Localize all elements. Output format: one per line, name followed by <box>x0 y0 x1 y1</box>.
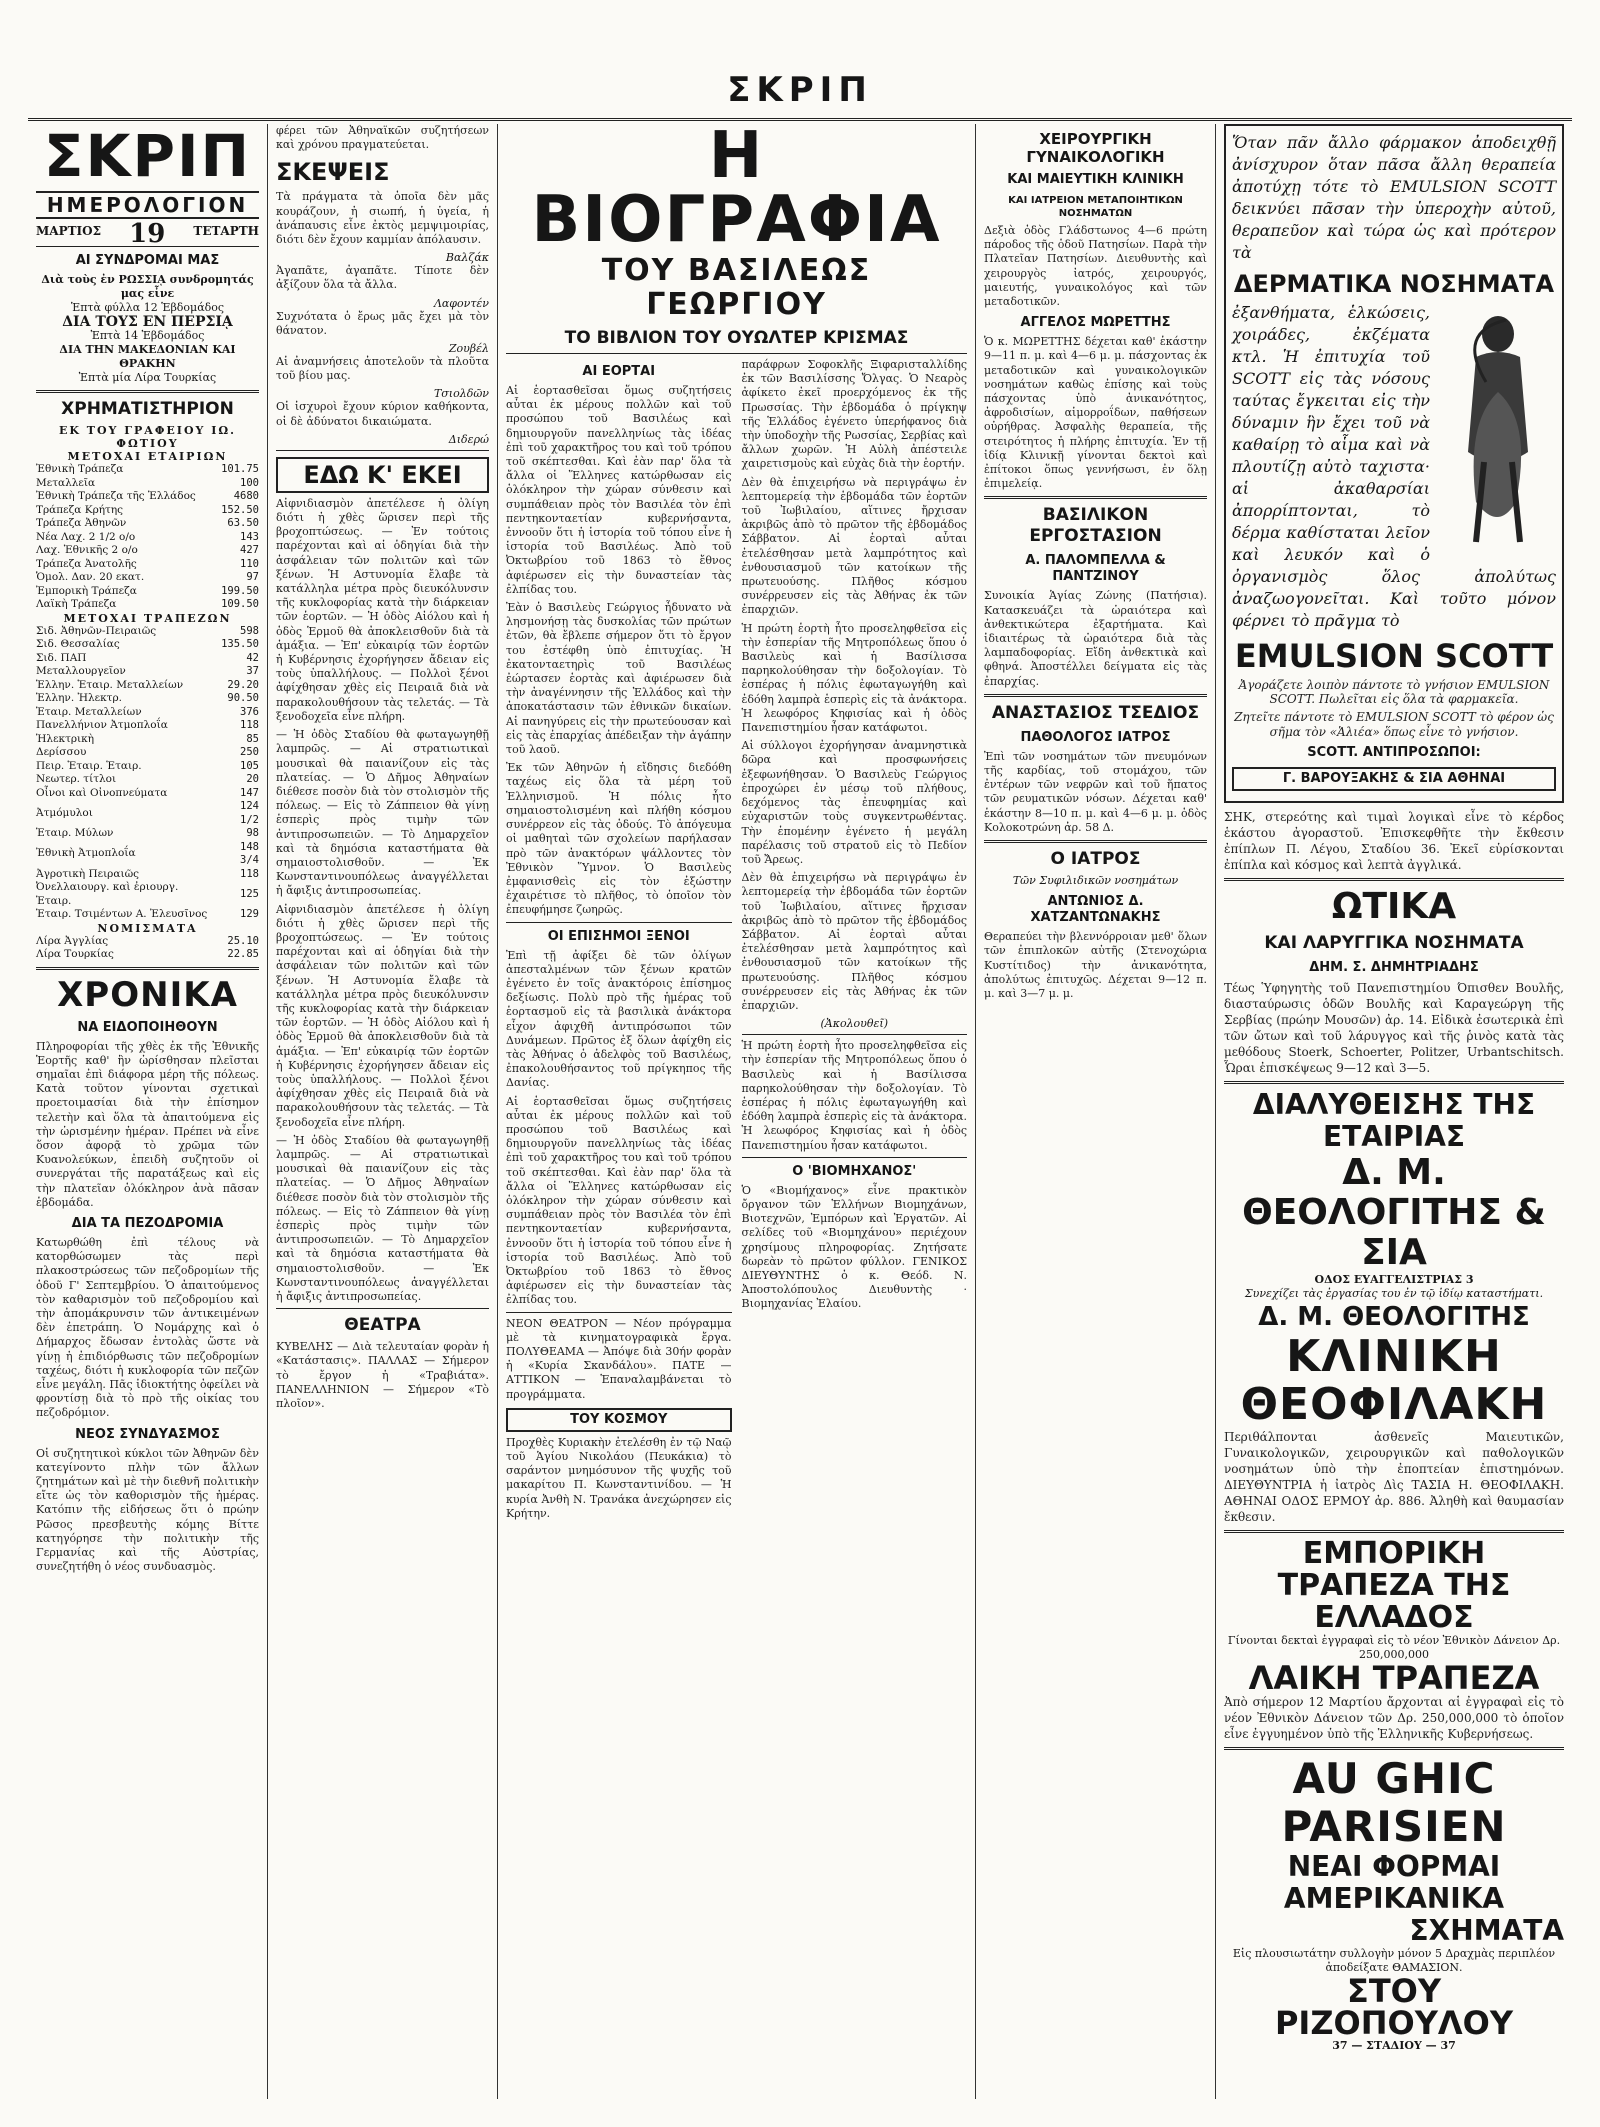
stock-row <box>36 490 259 504</box>
stock-value: 37 <box>246 665 259 677</box>
stock-name: Νέα Λαχ. 2 1/2 ο/ο <box>36 530 136 543</box>
ad1-text-2: Ὁ κ. ΜΩΡΕΤΤΗΣ δέχεται καθ' ἑκάστην 9—11 π. μ. καὶ 4—6 μ. μ. πάσχοντας ἐκ μεταδοτικῶν καὶ γυναικολογικῶν νοσημάτων καθὼς ἐπίσης καὶ τοὺς πάσχοντας ὑπὸ ἀνικανότητος, ἀφροδισίων, αἱμορροΐδων, παθήσεων οὐρήθρας. Ἀσφαλὴς θεραπεία, τῆς στειρότητος ἡ πλήρης ἐπιτυχία. Ἐν τῇ ἰδίᾳ Κλινικῇ γίνονται δεκτοὶ καὶ ἐπίτοκοι ὅπως γεννήσωσι, ἐν ὅλῃ ἐπιμελείᾳ. <box>984 335 1207 491</box>
subs-line: Ἑπτὰ 14 Ἑβδομάδος <box>90 329 205 342</box>
otika-text: Τέως Ὑφηγητὴς τοῦ Πανεπιστημίου Όπισθεν Βουλῆς, διασταύρωσις ὁδῶν Βουλῆς καὶ Καραγεώργη τῆς Σερβίας (πρώην Μουσῶν) ἀρ. 14. Εἰδικὰ ἐσωτερικὰ ἐπὶ τῶν ὤτων καὶ τοῦ λάρυγγος καὶ τῆς ῥινὸς κατὰ τὰς μεθόδους Stoerk, Schoerter, Politzer, Urbantschitsch. Ὧραι ἐπισκέψεως 9—12 καὶ 3—5. <box>1224 980 1564 1075</box>
stock-row <box>36 544 259 558</box>
ad4-sub: Τῶν Συφιλιδικῶν νοσημάτων <box>1012 874 1179 888</box>
column-3 <box>498 124 976 2099</box>
column-1 <box>28 124 268 2099</box>
stock-row <box>36 692 259 706</box>
stock-row <box>36 760 259 774</box>
stock-value: 376 <box>240 705 259 718</box>
eortai-heading: ΑΙ ΕΟΡΤΑΙ <box>582 364 656 379</box>
skepseis-sig-5: Διδερώ <box>448 432 489 446</box>
stock-value: 110 <box>240 557 259 570</box>
stock-name: Τράπεζα Κρήτης <box>36 503 124 516</box>
clinic-ad <box>1224 1330 1564 1525</box>
dialysis-ad <box>1224 1089 1564 1333</box>
xenoi-text-2: Αἱ ἑορτασθεῖσαι ὅμως συζητήσεις αὗται ἐκ μέρους πολλῶν καὶ τοῦ προσώπου τοῦ Βασιλέως καὶ δημιουργοῦν πανελληνίως τὰς ἰδέας ἐπὶ τοῦ χαρακτῆρος του καὶ τοῦ τρόπου τοῦ σκέπτεσθαι. Καὶ ἐὰν παρ' ὅλα τὰ ἄλλα οἱ Ἕλληνες κατώρθωσαν εἰς ὁλόκληρον τὴν χώραν σύνθεσιν καὶ συμπάθειαν πρὸς τὸν Βασιλέα τὸν ἐπὶ πεντηκονταετίαν κυβερνήσαντα, ἐννοοῦν ὅτι ἡ ἱστορία τοῦ τόπου εἶνε ἡ ἱστορία τοῦ Βασιλέως. Ἀπὸ τοῦ Ὀκτωβρίου τοῦ 1863 τὸ ἔθνος ἀφιέρωσεν εἰς τὴν δυναστείαν τὰς ἐλπίδας του. <box>506 1094 732 1307</box>
paper-title: ΣΚΡΙΠ <box>43 124 252 190</box>
subscriptions-heading: ΑΙ ΣΥΝΔΡΟΜΑΙ ΜΑΣ <box>75 253 220 268</box>
stock-value: 109.50 <box>221 598 259 610</box>
bank-ad <box>1224 1535 1564 1662</box>
feature-right-column <box>742 358 968 1525</box>
ad4-heading: Ο ΙΑΤΡΟΣ <box>1050 849 1141 870</box>
subs-line: Διὰ τοὺς ἐν ΡΩΣΣΙᾼ συνδρομητάς μας εἶνε <box>41 273 254 300</box>
column-5 <box>1216 124 1572 2099</box>
stock-row <box>36 719 259 733</box>
bank-heading: ΕΜΠΟΡΙΚΗ ΤΡΑΠΕΖΑ ΤΗΣ ΕΛΛΑΔΟΣ <box>1277 1535 1511 1635</box>
feature-body <box>506 358 967 1525</box>
dialysis-company-2: Δ. Μ. ΘΕΟΛΟΓΙΤΗΣ <box>1258 1301 1530 1332</box>
stock-row <box>36 558 259 572</box>
stock-source: ΕΚ ΤΟΥ ΓΡΑΦΕΙΟΥ ΙΩ. ΦΩΤΙΟΥ <box>59 424 236 450</box>
ad2-heading-2: Α. ΠΑΛΟΜΠΕΛΛΑ & ΠΑΝΤΖΙΝΟΥ <box>1025 553 1166 585</box>
stock-row <box>36 787 259 801</box>
edo-ekei-text-2: — Ἡ ὁδὸς Σταδίου θὰ φωταγωγηθῇ λαμπρῶς. — Αἱ στρατιωτικαὶ μουσικαὶ θὰ παιανίζουν εἰς τὰς πλατείας. — Ὁ Δῆμος Ἀθηναίων διέθεσε ποσὸν διὰ τὸν στολισμὸν τῆς πόλεως. — Εἰς τὸ Ζάππειον θὰ γίνῃ ἑσπερὶς πρὸς τιμὴν τῶν ἀντιπροσωπειῶν. — Τὸ Δημαρχεῖον καὶ τὰ δημόσια καταστήματα θὰ σημαιοστολισθοῦν. — Ἐκ Κωνσταντινουπόλεως ἀναγγέλλεται ἡ ἄφιξις ἀντιπροσωπείας. <box>276 728 489 898</box>
stock-name: Τράπεζα Ἀθηνῶν <box>36 517 127 529</box>
pezodromia-text: Κατωρθώθη ἐπὶ τέλους νὰ κατορθώσωμεν τὰς περὶ πλακοστρώσεως τῶν πεζοδρομίων τῆς ὁδοῦ Γ' Σεπτεμβρίου. Ὁ ἀπαιτούμενος τὸν καθαρισμὸν τοῦ πεζοδρομίου καὶ τὴν ἀπομάκρυνσιν τῶν ἀντικειμένων δὲν ἐπετράπη. Ὁ Νομάρχης καὶ ὁ Δήμαρχος ἔδωσαν ἐντολὰς ὥστε νὰ γίνῃ ἡ ἐπιδιόρθωσις τῶν πεζοδρομίων ταχέως, διότι ἡ κυκλοφορία τῶν πεζῶν εἶνε μεγάλη. Πᾶς ἰδιοκτήτης ὀφείλει νὰ φροντίσῃ διὰ τὸ πρὸ τῆς οἰκίας του πεζοδρόμιον. <box>36 1235 259 1420</box>
subs-line: ΔΙΑ ΤΟΥΣ ΕΝ ΠΕΡΣΙᾼ <box>62 314 233 330</box>
stock-name: Ἀγροτικὴ Πειραιῶς <box>36 867 140 880</box>
ghic-address: 37 — ΣΤΑΔΙΟΥ — 37 <box>1332 2038 1456 2052</box>
dialysis-address: ΟΔΟΣ ΕΥΑΓΓΕΛΙΣΤΡΙΑΣ 3 <box>1314 1272 1474 1286</box>
clinic-heading: ΚΛΙΝΙΚΗ ΘΕΟΦΙΛΑΚΗ <box>1240 1330 1548 1430</box>
stock-name: Ἑταιρ. Μεταλλείων <box>36 705 142 718</box>
stock-row <box>36 625 259 639</box>
stock-name: Λαχ. Ἐθνικῆς 2 ο/ο <box>36 544 138 556</box>
stock-name: Τράπεζα Ἀνατολῆς <box>36 557 137 570</box>
kosmou-heading: ΤΟΥ ΚΟΣΜΟΥ <box>506 1408 732 1432</box>
stock-row <box>36 585 259 599</box>
skepseis-text-4: Αἱ ἀναμνήσεις ἀποτελοῦν τὰ πλοῦτα τοῦ βίου μας. <box>276 355 489 383</box>
stock-value: 97 <box>246 571 259 583</box>
stock-name: Πειρ. Ἑταιρ. Ἑταιρ. <box>36 759 142 772</box>
stock-value: 42 <box>246 651 259 664</box>
date-month: ΜΑΡΤΙΟΣ <box>36 224 102 238</box>
dateline <box>36 219 259 249</box>
stock-name: Σιδ. Θεσσαλίας <box>36 638 120 650</box>
stock-value: 598 <box>240 624 259 637</box>
skepseis-sig-2: Λαφοντέν <box>433 296 489 310</box>
stock-name: Ἐθνικὴ Τράπεζα τῆς Ἑλλάδος <box>36 490 196 502</box>
edo-ekei-text: Αἰφνιδιασμὸν ἀπετέλεσε ἡ ὀλίγη διότι ἡ χθὲς ὥρισεν περὶ τῆς βροχοπτώσεως. — Ἐν τούτοις παρέχονται καὶ αἱ ὁδηγίαι διὰ τὴν ἀσφάλειαν τῶν πολιτῶν καὶ τῶν ξένων. Ἡ Αστυνομία ἔλαβε τὰ κατάλληλα μέτρα πρὸς διευκόλυνσιν τῆς κυκλοφορίας κατὰ τὴν διάρκειαν τῶν ἑορτῶν. — Ἡ ὁδὸς Αἰόλου καὶ ἡ ὁδὸς Ἑρμοῦ θὰ ἀποκλεισθοῦν διὰ τὰ ἁμάξια. — Ἐπ' εὐκαιρίᾳ τῶν ἑορτῶν ἡ Κυβέρνησις ἐχορήγησεν ἄδειαν εἰς τοὺς ὑπαλλήλους. — Πολλοὶ ξένοι ἀφίχθησαν χθὲς εἰς Πειραιᾶ διὰ νὰ παρακολουθήσουν τὰς τελετάς. — Τὰ ξενοδοχεῖα εἶνε πλήρη. <box>276 496 489 723</box>
dialysis-text: Συνεχίζει τὰς ἐργασίας του ἐν τῷ ἰδίῳ καταστήματι. <box>1244 1286 1544 1300</box>
stock-name: Ἑταιρ. Τσιμέντων Α. Ἐλευσῖνος <box>36 908 208 920</box>
feature-subtitle-2: ΤΟ ΒΙΒΛΙΟΝ ΤΟΥ ΟΥΩΛΤΕΡ ΚΡΙΣΜΑΣ <box>564 328 909 348</box>
chronika-subheading: ΝΑ ΕΙΔΟΠΟΙΗΘΟΥΝ <box>77 1019 218 1035</box>
stock-value: 98 <box>246 827 259 839</box>
ad2-text: Συνοικία Ἁγίας Ζώνης (Πατήσια). Κατασκευάζει τὰ ὡραιότερα καὶ ἀνθεκτικώτερα ἐξαρτήματα. Καὶ ἰδιαιτέρως τὰ ὡραιότερα διὰ τὰς λαμπαδοφορίας. Εἴδη ἀνθεκτικὰ καὶ φθηνά. Ἀποστέλλει δείγματα εἰς τὰς ἐπαρχίας. <box>984 589 1207 688</box>
ad3-name: ΑΝΑΣΤΑΣΙΟΣ ΤΣΕΔΙΟΣ <box>991 702 1200 723</box>
otika-doctor: ΔΗΜ. Σ. ΔΗΜΗΤΡΙΑΔΗΣ <box>1309 959 1479 975</box>
stock-name: Ἐμπορικὴ Τράπεζα <box>36 584 137 597</box>
stock-name: Οἶνοι καὶ Οἰνοπνεύματα <box>36 786 168 799</box>
theatra-heading: ΘΕΑΤΡΑ <box>344 1315 421 1336</box>
stock-value: 135.50 <box>221 638 259 650</box>
stock-name: Ἐθνικὴ Ἀτμοπλοΐα <box>36 847 136 860</box>
emulsion-heading: ΔΕΡΜΑΤΙΚΑ ΝΟΣΗΜΑΤΑ <box>1233 270 1555 298</box>
stock-section-2: ΜΕΤΟΧΑΙ ΤΡΑΠΕΖΩΝ <box>63 611 232 625</box>
stock-name: Ἡλεκτρικὴ <box>36 732 95 745</box>
clinic-text: Περιθάλπονται ἀσθενεῖς Μαιευτικῶν, Γυναικολογικῶν, χειρουργικῶν καὶ παθολογικῶν νοσημάτων ὑπὸ τὴν ἐποπτείαν ἐπιστημόνων. ΔΙΕΥΘΥΝΤΡΙΑ ἡ ἰατρὸς Δὶς ΤΑΣΙΑ Η. ΘΕΟΦΙΛΑΚΗ. ΑΘΗΝΑΙ ΟΔΟΣ ΕΡΜΟΥ ἀρ. 886. Ἀληθὴ καὶ θαυμασίαν ἔκθεσιν. <box>1224 1429 1564 1524</box>
stock-value: 129 <box>240 908 259 920</box>
bank-text: Γίνονται δεκταὶ ἐγγραφαὶ εἰς τὸ νέον Ἐθνικὸν Δάνειον Δρ. 250,000,000 <box>1227 1633 1561 1661</box>
date-weekday: ΤΕΤΑΡΤΗ <box>193 224 259 238</box>
skepseis-text-3: Συχνότατα ὁ ἔρως μᾶς ἔχει μὰ τὸν θάνατον. <box>276 309 489 337</box>
skepseis-sig-3: Ζουβέλ <box>448 342 489 356</box>
stock-row <box>36 598 259 612</box>
edo-ekei-text-4: — Ἡ ὁδὸς Σταδίου θὰ φωταγωγηθῇ λαμπρῶς. — Αἱ στρατιωτικαὶ μουσικαὶ θὰ παιανίζουν εἰς τὰς πλατείας. — Ὁ Δῆμος Ἀθηναίων διέθεσε ποσὸν διὰ τὸν στολισμὸν τῆς πόλεως. — Εἰς τὸ Ζάππειον θὰ γίνῃ ἑσπερὶς πρὸς τιμὴν τῶν ἀντιπροσωπειῶν. — Τὸ Δημαρχεῖον καὶ τὰ δημόσια καταστήματα θὰ σημαιοστολισθοῦν. — Ἐκ Κωνσταντινουπόλεως ἀναγγέλλεται ἡ ἄφιξις ἀντιπροσωπείας. <box>276 1133 489 1304</box>
xenoi-text: Ἐπὶ τῇ ἀφίξει δὲ τῶν ὀλίγων ἀπεσταλμένων τῶν ξένων κρατῶν ἐγένετο ἐν τοῖς ἀνακτόροις ἐπίσημος δεξίωσις. Πολὺ πρὸ τῆς ἡμέρας τοῦ ἑορτασμοῦ εἰς τὰ βασιλικὰ ἀνάκτορα εἶχον ἀφιχθῆ ἀντιπρόσωποι τῶν Δυνάμεων. Πρῶτος ἐξ ὅλων ἀφίχθη εἰς τὰς Ἀθήνας ὁ ἀδελφὸς τοῦ Βασιλέως, ἐπακολουθήσαντος τοῦ πρίγκηπος τῆς Δανίας. <box>506 948 732 1090</box>
ad1-heading: ΧΕΙΡΟΥΡΓΙΚΗ ΓΥΝΑΙΚΟΛΟΓΙΚΗ <box>1026 130 1165 166</box>
stock-value: 100 <box>240 476 259 489</box>
stock-value: 4680 <box>233 490 259 502</box>
subs-line: ΔΙΑ ΤΗΝ ΜΑΚΕΔΟΝΙΑΝ ΚΑΙ ΘΡΑΚΗΝ <box>59 343 236 370</box>
dialysis-heading: ΔΙΑΛΥΘΕΙΣΗΣ ΤΗΣ ΕΤΑΙΡΙΑΣ <box>1252 1087 1536 1153</box>
eortai-text-3: Ἐκ τῶν Ἀθηνῶν ἡ εἴδησις διεδόθη ταχέως εἰς ὅλα τὰ μέρη τοῦ Ἑλληνισμοῦ. Ἡ πόλις ἦτο σημαιοστολισμένη καὶ πλήθη κόσμου συνέρρεον εἰς τὰς ὁδούς. Τὸ ἀπόγευμα οἱ μαθηταὶ τῶν σχολείων παρήλασαν πρὸ τῶν ἀνακτόρων ψάλλοντες τὸν Ἐθνικὸν Ὕμνον. Ὁ Βασιλεὺς ἐμφανισθεὶς εἰς τὸν ἐξώστην ἐχαιρέτισε τὸ πλῆθος, τὸ ὁποῖον τὸν ἐπευφήμησε ζωηρῶς. <box>506 761 732 917</box>
emulsion-note: Ἀγοράζετε λοιπὸν πάντοτε τὸ γνήσιον EMULSION SCOTT. Πωλεῖται εἰς ὅλα τὰ φαρμακεῖα. <box>1238 678 1550 707</box>
biomichanos-heading: Ο 'ΒΙΟΜΗΧΑΝΟΣ' <box>792 1163 917 1179</box>
masthead-title: ΣΚΡΙΠ <box>727 70 873 110</box>
stock-row <box>36 935 259 949</box>
ad3-text: Ἐπὶ τῶν νοσημάτων τῶν πνευμόνων τῆς καρδίας, τοῦ στομάχου, τῶν ἐντέρων τῶν νεφρῶν καὶ τοῦ ἥπατος τῶν ρευματικῶν νόσων. Δέχεται καθ' ἑκάστην 8—10 π. μ. καὶ 4—6 μ. μ. ὁδὸς Κολοκοτρώνη ἀρ. 58 Δ. <box>984 749 1207 834</box>
chronika-heading: ΧΡΟΝΙΚΑ <box>57 974 238 1015</box>
ad1-heading-2: ΚΑΙ ΜΑΙΕΥΤΙΚΗ ΚΛΙΝΙΚΗ <box>1007 172 1184 187</box>
stock-row <box>36 517 259 531</box>
column-2 <box>268 124 498 2099</box>
stock-name: Λίρα Τουρκίας <box>36 948 114 960</box>
continued-note: (Ἀκολουθεῖ) <box>820 1017 888 1031</box>
subscriptions-block <box>36 273 259 385</box>
stock-name: Πανελλήνιον Ἀτμοπλοΐα <box>36 719 168 731</box>
stock-name: Δερίσσου <box>36 746 87 758</box>
stock-row <box>36 638 259 652</box>
columns <box>28 124 1572 2099</box>
stock-value: 118 <box>240 867 259 880</box>
stock-value: 22.85 <box>227 948 259 960</box>
stock-value: 118 <box>240 719 259 731</box>
eortai-text-1: Αἱ ἑορτασθεῖσαι ὅμως συζητήσεις αὗται ἐκ μέρους πολλῶν καὶ τοῦ προσώπου τοῦ Βασιλέως καὶ δημιουργοῦν πανελληνίως τὰς ἰδέας ἐπὶ τοῦ χαρακτῆρος του καὶ τοῦ τρόπου τοῦ σκέπτεσθαι. Καὶ ἐὰν παρ' ὅλα τὰ ἄλλα οἱ Ἕλληνες κατώρθωσαν εἰς ὁλόκληρον τὴν χώραν σύνθεσιν καὶ συμπάθειαν πρὸς τὸν Βασιλέα τὸν ἐπὶ πεντηκονταετίαν κυβερνήσαντα, ἐννοοῦν ὅτι ἡ ἱστορία τοῦ τόπου εἶνε ἡ ἱστορία τοῦ Βασιλέως. Ἀπὸ τοῦ Ὀκτωβρίου τοῦ 1863 τὸ ἔθνος ἀφιέρωσεν εἰς τὴν δυναστείαν τὰς ἐλπίδας του. <box>506 384 732 596</box>
stock-name: Ἐθνικὴ Τράπεζα <box>36 463 124 475</box>
stock-row <box>36 800 259 827</box>
stock-value: 147 <box>240 786 259 799</box>
feature-right-text-4: Αἱ σύλλογοι ἐχορήγησαν ἀναμνηστικὰ δῶρα καὶ προσφωνήσεις ἐξεφωνήθησαν. Ὁ Βασιλεὺς Γεώργιος ἐπροχώρει ἐν μέσῳ τοῦ πλήθους, δεχόμενος τὰς ἐπευφημίας καὶ εὐχαριστῶν τοὺς συγκεντρωθέντας. Τὴν ἑπομένην ἐγένετο ἡ μεγάλη παρέλασις τοῦ στρατοῦ εἰς τὸ Πεδίον τοῦ Ἄρεως. <box>741 739 967 866</box>
skepseis-text-5: Οἱ ἰσχυροὶ ἔχουν κύριον καθήκοντα, οἱ δὲ ἀδύνατοι δικαιώματα. <box>276 400 489 428</box>
xenoi-heading: ΟΙ ΕΠΙΣΗΜΟΙ ΞΕΝΟΙ <box>547 928 690 944</box>
emulsion-reps-name: Γ. ΒΑΡΟΥΞΑΚΗΣ & ΣΙΑ ΑΘΗΝΑΙ <box>1232 767 1556 791</box>
fisherman-icon <box>1436 302 1556 552</box>
stock-table-1 <box>36 463 259 612</box>
stock-row <box>36 679 259 693</box>
stock-value: 427 <box>240 544 259 556</box>
ad4-name: ΑΝΤΩΝΙΟΣ Δ. ΧΑΤΖΑΝΤΩΝΑΚΗΣ <box>1030 894 1161 926</box>
ad1-name: ΑΓΓΕΛΟΣ ΜΩΡΕΤΤΗΣ <box>1020 315 1171 331</box>
otika-heading: ΩΤΙΚΑ <box>1331 885 1457 927</box>
laiki-heading: ΛΑΙΚΗ ΤΡΑΠΕΖΑ <box>1248 1658 1540 1697</box>
stock-row <box>36 477 259 491</box>
stock-value: 148 3/4 <box>240 840 259 866</box>
feature-subtitle: ΤΟΥ ΒΑΣΙΛΕΩΣ ΓΕΩΡΓΙΟΥ <box>601 253 872 322</box>
stock-section-3: ΝΟΜΙΣΜΑΤΑ <box>97 921 198 935</box>
stock-name: Ἑλλην. Ἑταιρ. Μεταλλείων <box>36 678 184 691</box>
stock-row <box>36 908 259 922</box>
eortai-text-2: Ἐὰν ὁ Βασιλεὺς Γεώργιος ἦδυνατο νὰ λησμονήσῃ τὰς δυσκολίας τῶν πρώτων ἐτῶν, θὰ ἔβλεπε σήμερον ὅτι τὸ ἔργον του ἐστέφθη ὑπὸ ἐπιτυχίας. Ἡ ἐκατονταετηρὶς τοῦ Βασιλέως ἐώρτασεν ἑορτὰς καὶ ἀφιέρωσεν διὰ τὴν ἀναγέννησιν τῆς Ἑλλάδος καὶ τὴν ἀποκατάστασιν τῶν ἐθνικῶν δικαίων. Αἱ πανηγύρεις εἰς τὴν πρωτεύουσαν καὶ εἰς τὰς ἐπαρχίας ἀπέδειξαν τὴν ἀγάπην τοῦ λαοῦ. <box>506 601 732 757</box>
skepseis-text-1: Τὰ πράγματα τὰ ὁποῖα δὲν μᾶς κουράζουν, ἡ σιωπή, ἡ ὑγεία, ἡ ἀνάπαυσις εἶνε ἐκτὸς μεμψιμοιρίας, διότι δὲν ἔχουν καμμίαν ἀπόλαυσιν. <box>276 190 489 247</box>
skepseis-text-2: Ἀγαπᾶτε, ἀγαπᾶτε. Τίποτε δὲν ἀξίζουν ὅλα τὰ ἄλλα. <box>276 264 489 292</box>
feature-right-text-3: Ἡ πρώτη ἑορτὴ ἦτο προσεληφθεῖσα εἰς τὴν ἑσπερίαν τῆς Μητροπόλεως ὅπου ὁ Βασιλεὺς καὶ ἡ Βασίλισσα παρηκολούθησαν τὴν δοξολογίαν. Τὸ ἑσπέρας ἡ πόλις ἐφωταγωγήθη καὶ ἐδόθη λαμπρὰ ἑσπερὶς εἰς τὰ ἀνάκτορα. Ἡ λεωφόρος Κηφισίας καὶ ἡ ὁδὸς Πανεπιστημίου ἦσαν κατάφωτοι. <box>741 621 967 735</box>
ad2-heading: ΒΑΣΙΛΙΚΟΝ ΕΡΓΟΣΤΑΣΙΟΝ <box>1029 505 1162 547</box>
stock-row <box>36 706 259 720</box>
stock-table-2 <box>36 625 259 922</box>
stock-name: Λαϊκὴ Τράπεζα <box>36 598 117 610</box>
ad1-heading-3: ΚΑΙ ΙΑΤΡΕΙΟΝ ΜΕΤΑΠΟΙΗΤΙΚΩΝ ΝΟΣΗΜΑΤΩΝ <box>1008 195 1183 219</box>
feature-left-column <box>506 358 732 1525</box>
ghic-line-2: ΝΕΑΙ ΦΟΡΜΑΙ <box>1287 1849 1501 1883</box>
stock-row <box>36 948 259 962</box>
stock-name: Σιδ. Ἀθηνῶν-Πειραιῶς <box>36 624 157 637</box>
stock-row <box>36 868 259 882</box>
stock-value: 85 <box>246 732 259 745</box>
stock-row <box>36 531 259 545</box>
pezodromia-heading: ΔΙΑ ΤΑ ΠΕΖΟΔΡΟΜΙΑ <box>71 1215 224 1231</box>
kosmou-text: Προχθὲς Κυριακὴν ἐτελέσθη ἐν τῷ Ναῷ τοῦ Ἁγίου Νικολάου (Πευκάκια) τὸ σαράντον μνημόσυνον τῆς ψυχῆς τοῦ μακαρίτου Π. Κωνσταντινίδου. — Ἡ κυρία Ἀνθὴ Ν. Τρανάκα ἀνεχώρησεν εἰς Κρήτην. <box>506 1435 732 1520</box>
stock-value: 90.50 <box>227 692 259 704</box>
stock-name: Μεταλλουργεῖον <box>36 665 126 677</box>
stock-value: 101.75 <box>221 463 259 475</box>
stock-heading: ΧΡΗΜΑΤΙΣΤΗΡΙΟΝ <box>61 399 234 419</box>
feature-title: Η ΒΙΟΓΡΑΦΙΑ <box>531 124 942 257</box>
skepseis-heading: ΣΚΕΨΕΙΣ <box>276 158 390 187</box>
ad3-title: ΠΑΘΟΛΟΓΟΣ ΙΑΤΡΟΣ <box>1020 729 1171 745</box>
stock-value: 143 <box>240 530 259 543</box>
stock-name: Ὁμολ. Δαν. 20 εκατ. <box>36 571 145 583</box>
skepseis-sig-1: Βαλζάκ <box>445 251 489 265</box>
emulsion-note-2: Ζητεῖτε πάντοτε τὸ EMULSION SCOTT τὸ φέρον ὡς σῆμα τὸν «Ἁλιέα» ὅπως εἶνε τὸ γνήσιον. <box>1234 710 1554 739</box>
ghic-ad <box>1224 1755 1564 2053</box>
feature-right-text-5: Δὲν θὰ ἐπιχειρήσω νὰ περιγράψω ἐν λεπτομερείᾳ τὴν ἑβδομάδα τῶν ἑορτῶν τοῦ Ἰωβιλαίου, αἵτινες ἤρχισαν ἀκριβῶς ἀπὸ τὸ πρῶτον τῆς ἑβδομάδος Σάββατον. Αἱ ἑορταὶ αὗται ἐτελέσθησαν μετὰ λαμπρότητος καὶ ἐνθουσιασμοῦ τῶν κατοίκων τῆς πρωτευούσης. Πλῆθος κόσμου συνέρρευσεν εἰς τὰς Ἀθήνας ἐκ τῶν ἐπαρχιῶν. <box>741 871 967 1012</box>
stock-section-1: ΜΕΤΟΧΑΙ ΕΤΑΙΡΙΩΝ <box>67 450 228 463</box>
edo-ekei-text-3: Αἰφνιδιασμὸν ἀπετέλεσε ἡ ὀλίγη διότι ἡ χθὲς ὥρισεν περὶ τῆς βροχοπτώσεως. — Ἐν τούτοις παρέχονται καὶ αἱ ὁδηγίαι διὰ τὴν ἀσφάλειαν τῶν πολιτῶν καὶ τῶν ξένων. Ἡ Αστυνομία ἔλαβε τὰ κατάλληλα μέτρα πρὸς διευκόλυνσιν τῆς κυκλοφορίας κατὰ τὴν διάρκειαν τῶν ἑορτῶν. — Ἡ ὁδὸς Αἰόλου καὶ ἡ ὁδὸς Ἑρμοῦ θὰ ἀποκλεισθοῦν διὰ τὰ ἁμάξια. — Ἐπ' εὐκαιρίᾳ τῶν ἑορτῶν ἡ Κυβέρνησις ἐχορήγησεν ἄδειαν εἰς τοὺς ὑπαλλήλους. — Πολλοὶ ξένοι ἀφίχθησαν χθὲς εἰς Πειραιᾶ διὰ νὰ παρακολουθήσουν τὰς τελετάς. — Τὰ ξενοδοχεῖα εἶνε πλήρη. <box>276 902 489 1129</box>
stock-row <box>36 827 259 841</box>
stock-value: 20 <box>246 773 259 785</box>
neos-heading: ΝΕΟΣ ΣΥΝΔΥΑΣΜΟΣ <box>75 1426 220 1442</box>
biomichanos-text: Ὁ «Βιομήχανος» εἶνε πρακτικὸν ὄργανον τῶν Ἑλλήνων Βιομηχάνων, Βιοτεχνῶν, Ἐμπόρων καὶ Ἐργατῶν. Αἱ σελίδες τοῦ «Βιομηχάνου» περιέχουν χρησίμους πληροφορίας. Ζητήσατε δωρεὰν τὸ πρῶτον φύλλον. ΓΕΝΙΚΟΣ ΔΙΕΥΘΥΝΤΗΣ ὁ κ. Θεόδ. Ν. Ἀποστολόπουλος Διευθυντὴς · Βιομηχανίας Ἐλαίου. <box>741 1183 967 1311</box>
stock-table-3 <box>36 935 259 962</box>
otika-heading-2: ΚΑΙ ΛΑΡΥΓΓΙΚΑ ΝΟΣΗΜΑΤΑ <box>1264 932 1524 953</box>
stock-name: Ἑλλην. Ἠλεκτρ. <box>36 692 122 704</box>
subs-line: Ἑπτὰ μία Λίρα Τουρκίας <box>78 371 217 384</box>
chronika-text: Πληροφορίαι τῆς χθὲς ἐκ τῆς Ἐθνικῆς Ἑορτῆς καθ' ἣν ὡρίσθησαν πλεῖσται σημαῖαι ἐπὶ διάφορα μέρη τῆς πόλεως. Κατὰ τοῦτον γίνονται σχετικαὶ προετοιμασίαι διὰ τὴν ἐπίσημον τελετὴν καὶ ὅλα τὰ ἀπαιτούμενα εἰς τὴν ὡρισμένην ἡμέραν. Πρέπει νὰ εἶνε ὅσον ἀφορᾷ τὸ χρῶμα τῶν Κυανολεύκων, ἐπειδὴ συζητοῦν οἱ συνεργάται τῆς παρατάξεως καὶ εἰς τὴν πλατεῖαν ὁλόκληρον ἀνὰ πᾶσαν ἑβδομάδα. <box>36 1039 259 1209</box>
stock-row <box>36 773 259 787</box>
stock-row <box>36 504 259 518</box>
subs-line: Ἑπτὰ φύλλα 12 Ἑβδομάδος <box>70 301 225 314</box>
stock-row <box>36 571 259 585</box>
emulsion-text-1: Ὅταν πᾶν ἄλλο φάρμακον ἀποδειχθῇ ἀνίσχυρον ὅταν πᾶσα ἄλλη θεραπεία ἀποτύχῃ τότε τὸ EMULSION SCOTT δεικνύει πᾶσαν τὴν ὑπεροχὴν αὐτοῦ, θεραπεῦον καὶ τώρα ὡς καὶ πρότερον τὰ <box>1232 133 1556 262</box>
emulsion-text-2: ἐξανθήματα, ἑλκώσεις, χοιράδες, ἐκζέματα κτλ. Ἡ ἐπιτυχία τοῦ SCOTT εἰς τὰς νόσους ταύτας ἔγκειται εἰς τὴν δύναμιν ἣν ἔχει τοῦ νὰ καθαίρῃ τὸ αἷμα καὶ νὰ πλουτίζῃ αὐτὸ ταχιστα· αἱ ἀκαθαρσίαι ἀπορρίπτονται, τὸ δέρμα καθίσταται λεῖον καὶ λευκόν καὶ ὁ ὀργανισμὸς ὅλος ἀπολύτως ἀναζωογονεῖται. Καὶ τοῦτο μόνον φέρνει τὸ πρᾶγμα τὸ <box>1232 303 1556 630</box>
column-4 <box>976 124 1216 2099</box>
stock-value: 250 <box>240 746 259 758</box>
stock-value: 199.50 <box>221 584 259 597</box>
paper-subtitle: ΗΜΕΡΟΛΟΓΙΟΝ <box>36 191 259 219</box>
neos-text: Οἱ συζητητικοὶ κύκλοι τῶν Ἀθηνῶν δὲν κατεγίνοντο πλὴν τῶν ἄλλων ζητημάτων καὶ μὲ τὴν διεθνῆ πολιτικὴν εἴτε ὡς τὸν καθορισμὸν τῆς ἡμέρας. Κατόπιν τῆς εἰδήσεως ὅτι ὁ πρώην Ρῶσος πρεσβευτὴς κόμης Βίττε κατηγόρησε τὴν πολιτικὴν τῆς Γερμανίας καὶ τῆς Αὐστρίας, συνεζητήθη ὁ νέος συνδυασμὸς. <box>36 1446 259 1574</box>
theatre-notes: ΝΕΟΝ ΘΕΑΤΡΟΝ — Νέον πρόγραμμα μὲ τὰ κινηματογραφικὰ ἔργα. ΠΟΛΥΘΕΑΜΑ — Ἀπόψε διὰ 30ήν φορὰν ἡ «Κυρία Σκανδάλου». ΠΑΤΕ — ΑΤΤΙΚΟΝ — Ἑπαναλαμβάνεται τὸ προγράμματα. <box>506 1316 732 1401</box>
ad1-text: Δεξιὰ ὁδὸς Γλάδστωνος 4—6 πρώτη πάροδος τῆς ὁδοῦ Πατησίων. Παρὰ τὴν Πλατεῖαν Πατησίων. Διευθυντὴς καὶ χειρουργὸς ἰατρός, χειρουργός, μαιευτής, γυναικολόγος καὶ τῶν μεταδοτικῶν. <box>984 224 1207 309</box>
emulsion-ad <box>1224 124 1564 803</box>
stock-name: Σιδ. ΠΑΠ <box>36 651 87 664</box>
skepseis-sig-4: Τσιολδῶν <box>433 387 489 401</box>
ghic-line-4: ΣΧΗΜΑΤΑ <box>1409 1913 1564 1947</box>
ghic-title: AU GHIC PARISIEN <box>1281 1753 1507 1851</box>
stock-row <box>36 733 259 747</box>
stock-row <box>36 881 259 908</box>
stock-value: 25.10 <box>227 934 259 947</box>
theatra-text: ΚΥΒΕΛΗΣ — Διὰ τελευταίαν φορὰν ἡ «Κατάστασις». ΠΑΛΛΑΣ — Σήμερον τὸ ἔργον ἡ «Τραβιάτα». ΠΑΝΕΛΛΗΝΙΟΝ — Σήμερον «Τὸ πλοῖον». <box>276 1340 489 1411</box>
stock-value: 152.50 <box>221 503 259 516</box>
ghic-line-3: ΑΜΕΡΙΚΑΝΙΚΑ <box>1283 1881 1505 1915</box>
stock-name: Μεταλλεῖα <box>36 476 96 489</box>
feature-right-text-2: Δὲν θὰ ἐπιχειρήσω νὰ περιγράψω ἐν λεπτομερείᾳ τὴν ἑβδομάδα τῶν ἑορτῶν τοῦ Ἰωβιλαίου, αἵτινες ἤρχισαν ἀκριβῶς ἀπὸ τὸ πρῶτον τῆς ἑβδομάδος Σάββατον. Αἱ ἑορταὶ αὗται ἐτελέσθησαν μετὰ λαμπρότητος καὶ ἐνθουσιασμοῦ τῶν κατοίκων τῆς πρωτευούσης. Πλῆθος κόσμου συνέρρευσεν εἰς τὰς Ἀθήνας ἐκ τῶν ἐπαρχιῶν. <box>741 475 967 617</box>
stock-name: Ἑταιρ. Μύλων <box>36 827 114 839</box>
stock-row <box>36 463 259 477</box>
stock-value: 29.20 <box>227 678 259 691</box>
stock-value: 63.50 <box>227 517 259 529</box>
masthead <box>28 70 1572 121</box>
edo-ekei-heading: ΕΔΩ Κ' ΕΚΕΙ <box>276 457 489 493</box>
laiki-ad <box>1224 1658 1564 1742</box>
stock-value: 105 <box>240 759 259 772</box>
ghic-text: Εἰς πλουσιωτάτην συλλογὴν μόνον 5 Δραχμὰς περιπλέον ἀποδείξατε ΘΑΜΑΣΙΟΝ. <box>1232 1946 1556 1974</box>
col2-top-text: φέρει τῶν Ἀθηναϊκῶν συζητήσεων καὶ χρόνου πραγματεύεται. <box>276 124 489 152</box>
stock-value: 124 1/2 <box>240 800 259 826</box>
dialysis-company: Δ. Μ. ΘΕΟΛΟΓΙΤΗΣ & ΣΙΑ <box>1242 1151 1546 1273</box>
stock-row <box>36 665 259 679</box>
feature-right-text-6: Ἡ πρώτη ἑορτὴ ἦτο προσεληφθεῖσα εἰς τὴν ἑσπερίαν τῆς Μητροπόλεως ὅπου ὁ Βασιλεὺς καὶ ἡ Βασίλισσα παρηκολούθησαν τὴν δοξολογίαν. Τὸ ἑσπέρας ἡ πόλις ἐφωταγωγήθη καὶ ἐδόθη λαμπρὰ ἑσπερὶς εἰς τὰ ἀνάκτορα. Ἡ λεωφόρος Κηφισίας καὶ ἡ ὁδὸς Πανεπιστημίου ἦσαν κατάφωτοι. <box>741 1039 967 1152</box>
ghic-store: ΣΤΟΥ ΡΙΖΟΠΟΥΛΟΥ <box>1274 1971 1514 2042</box>
stock-name: Λίρα Ἀγγλίας <box>36 934 109 947</box>
stock-name: Ὀνελλαιουργ. καὶ ἐριουργ. Ἑταιρ. <box>36 881 179 907</box>
stock-row <box>36 841 259 868</box>
stock-name: Νεωτερ. τίτλοι <box>36 773 117 785</box>
stock-name: Ἀτμόμυλοι <box>36 806 93 819</box>
feature-right-text-1: παράφρων Σοφοκλῆς Ξιφαρισταλλίδης ἐκ τῶν Βασιλίσσης Ὄλγας. Ὁ Νεαρὸς ἀφίκετο ἐκεῖ προερχόμενος ἐκ τῆς Πρωσσίας. Τὴν ἑβδομάδα ὁ πρίγκηψ τῆς Ἑλλάδος ἐγένετο ὑπερήφανος διὰ τὴν ὑποδοχὴν τῆς Ρωσσίας, Σερβίας καὶ ἄλλων χωρῶν. Ἡ Αὐλὴ ἀπέστειλε χαιρετισμοὺς καὶ εὐχὰς διὰ τὴν ἑορτήν. <box>741 358 967 471</box>
emulsion-reps: SCOTT. ΑΝΤΙΠΡΟΣΩΠΟΙ: <box>1307 744 1481 760</box>
furniture-ad: ΣΗΚ, στερεότης καὶ τιμαὶ λογικαὶ εἶνε τὸ κέρδος ἑκάστου ἀγοραστοῦ. Ἐπισκεφθῆτε τὴν ἔκθεσιν ἐπίπλων Π. Λέγου, Σταδίου 36. Ἐκεῖ εὑρίσκονται ἐπίπλα καὶ κόσμος καὶ λεπτὰ ἀγγλικά. <box>1224 809 1564 872</box>
date-day: 19 <box>129 219 166 249</box>
ad4-text: Θεραπεύει τὴν βλεννόρροιαν μεθ' ὅλων τῶν ἐπιπλοκῶν αὐτῆς (Στενοχώρια Κυστίτιδος) τὴν ἀνικανότητα, ἀπολύτως ἐπιτυχῶς. Δέχεται 9—12 π. μ. καὶ 3—7 μ. μ. <box>984 930 1207 1000</box>
stock-value: 125 <box>240 887 259 900</box>
stock-row <box>36 652 259 666</box>
laiki-text: Ἀπὸ σήμερον 12 Μαρτίου ἄρχονται αἱ ἐγγραφαὶ εἰς τὸ νέον Ἐθνικὸν Δάνειον τῶν Δρ. 250,000,000 τὸ ὁποῖον εἶνε ἐγγυημένον ὑπὸ τῆς Ἑλληνικῆς Κυβερνήσεως. <box>1224 1694 1564 1741</box>
emulsion-brand: EMULSION SCOTT <box>1234 637 1554 675</box>
stock-row <box>36 746 259 760</box>
